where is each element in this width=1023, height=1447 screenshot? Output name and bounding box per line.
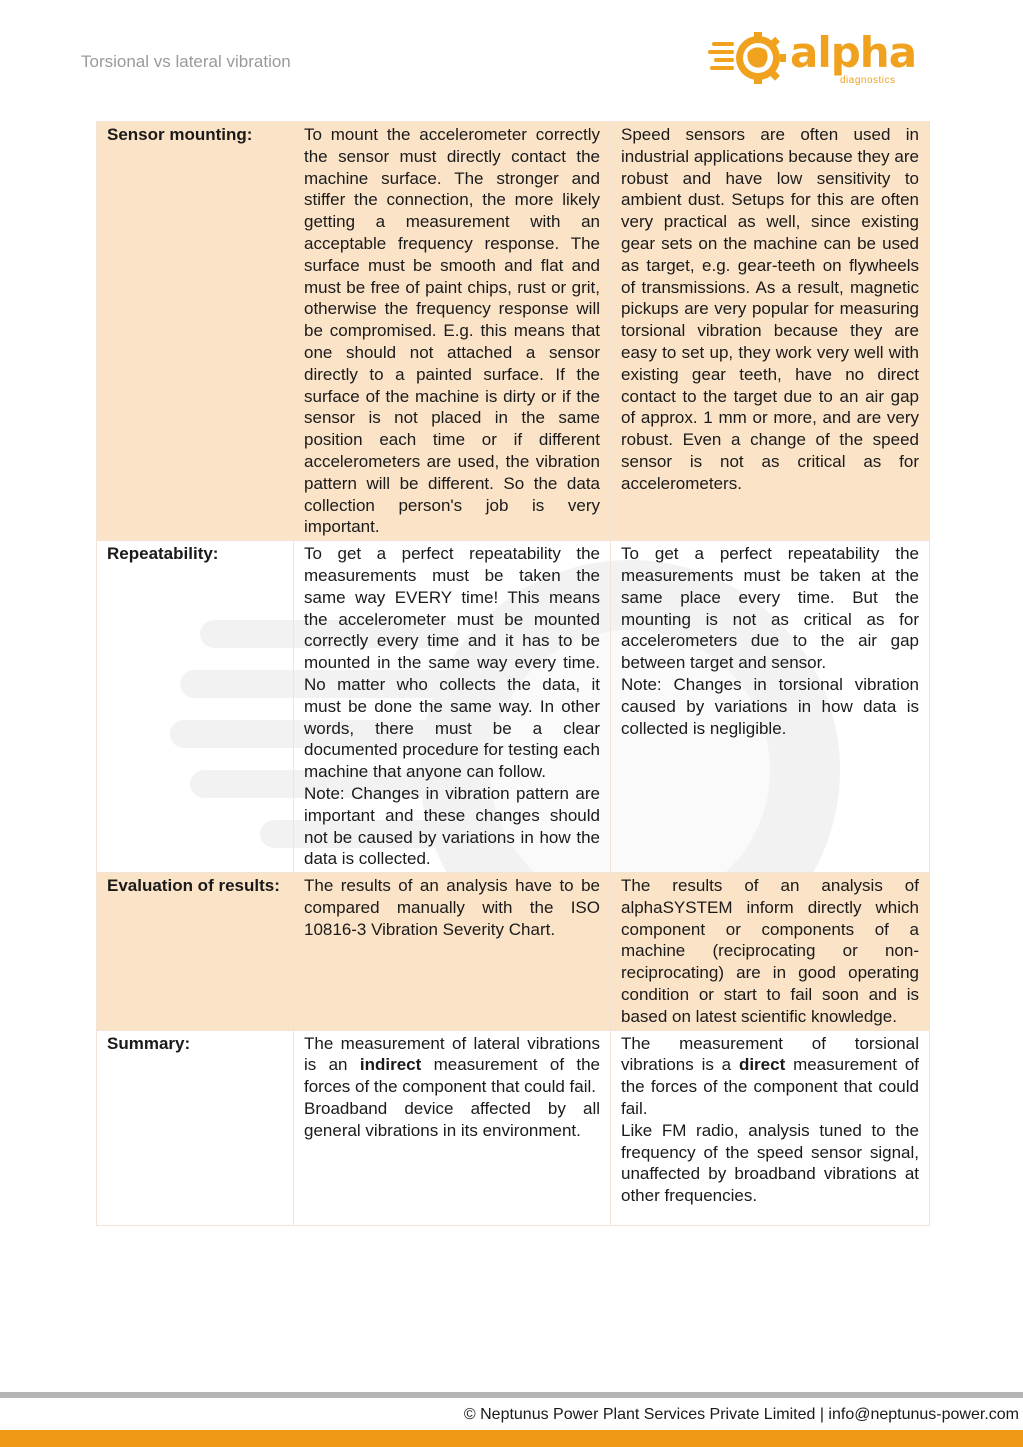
text-run: The measurement of torsional vibrations is a [621,1033,919,1075]
logo-subtitle: diagnostics [840,75,896,86]
row-label: Summary: [97,1030,294,1225]
lateral-cell [294,541,611,873]
cell-text: To get a perfect repeatability the measurements must be taken at the same place every time. But the mounting is not as critical as for accelerometers due to the air gap between target and sensor. [621,544,919,673]
lateral-cell [294,1030,611,1225]
table-row [97,122,930,541]
row-label: Sensor mounting: [97,122,294,541]
cell-text: The results of an analysis have to be compared manually with the ISO 10816-3 Vibration Severity Chart. [304,876,600,939]
comparison-table [96,121,930,1226]
torsional-cell [611,541,930,873]
cell-text: Broadband device affected by all general vibrations in its environment. [304,1099,600,1140]
lateral-cell [294,873,611,1031]
cell-text: Like FM radio, analysis tuned to the frequency of the speed sensor signal, unaffected by broadband vibrations at other frequencies. [621,1120,919,1206]
footer-text: © Neptunus Power Plant Services Private Limited | info@neptunus-power.com [463,1406,1019,1423]
cell-note: Note: Changes in torsional vibration caused by variations in how data is collected is negligible. [621,674,919,738]
table-row [97,541,930,873]
text-run: measurement of the forces of the component that could fail. [621,1055,919,1119]
cell-text [621,1033,919,1120]
page-header-title: Torsional vs lateral vibration [81,52,291,71]
cell-text: To mount the accelerometer correctly the sensor must directly contact the machine surface. The stronger and stiffer the connection, the more likely getting a measurement with an acceptable frequency response. The surface must be smooth and flat and must be free of paint chips, rust or grit, otherwise the frequency response will be compromised. E.g. this means that one should not attached a sensor directly to a painted surface. If the surface of the machine is dirty or if the sensor is not placed in the same position each time or if different accelerometers are used, the vibration pattern will be different. So the data collection person's job is very important. [304,125,600,537]
table-row [97,1030,930,1225]
lateral-cell [294,122,611,541]
emphasis-text: indirect [359,1055,422,1075]
text-run: The measurement of lateral vibrations is an [304,1033,600,1075]
footer-divider [0,1392,1023,1398]
cell-text: The results of an analysis of alphaSYSTEM inform directly which component or components of a machine (reciprocating or non-reciprocating) are in good operating condition or start to fail soon and is based on latest scientific knowledge. [621,876,919,1026]
company-logo [706,28,917,90]
row-label: Repeatability: [97,541,294,873]
torsional-cell [611,1030,930,1225]
gear-lion-logo-icon [706,30,790,90]
cell-text: To get a perfect repeatability the measurements must be taken the same way EVERY time! This means the accelerometer must be mounted correctly every time and it has to be mounted in the same way every time. No matter who collects the data, it must be done the same way. In other words, there must be a clear documented procedure for testing each machine that anyone can follow. [304,544,600,782]
emphasis-text: direct [738,1055,786,1075]
torsional-cell [611,122,930,541]
cell-note: Note: Changes in vibration pattern are important and these changes should not be caused by variations in how the data is collected. [304,783,600,869]
cell-text [304,1033,600,1098]
torsional-cell [611,873,930,1031]
text-run: measurement of the forces of the component that could fail. [304,1055,600,1097]
row-label: Evaluation of results: [97,873,294,1031]
table-row [97,873,930,1031]
cell-text: Speed sensors are often used in industrial applications because they are robust and have low sensitivity to ambient dust. Setups for this are often very practical as well, since existing gear sets on the machine can be used as target, e.g. gear-teeth on flywheels of transmissions. As a result, magnetic pickups are very popular for measuring torsional vibration because they are easy to set up, they work very well with existing gear teeth, have no direct contact to the target due to an air gap of approx. 1 mm or more, and are very robust. Even a change of the speed sensor is not as critical as for accelerometers. [621,125,919,493]
logo-wordmark: alpha [790,28,917,77]
footer-accent-bar [0,1430,1023,1447]
